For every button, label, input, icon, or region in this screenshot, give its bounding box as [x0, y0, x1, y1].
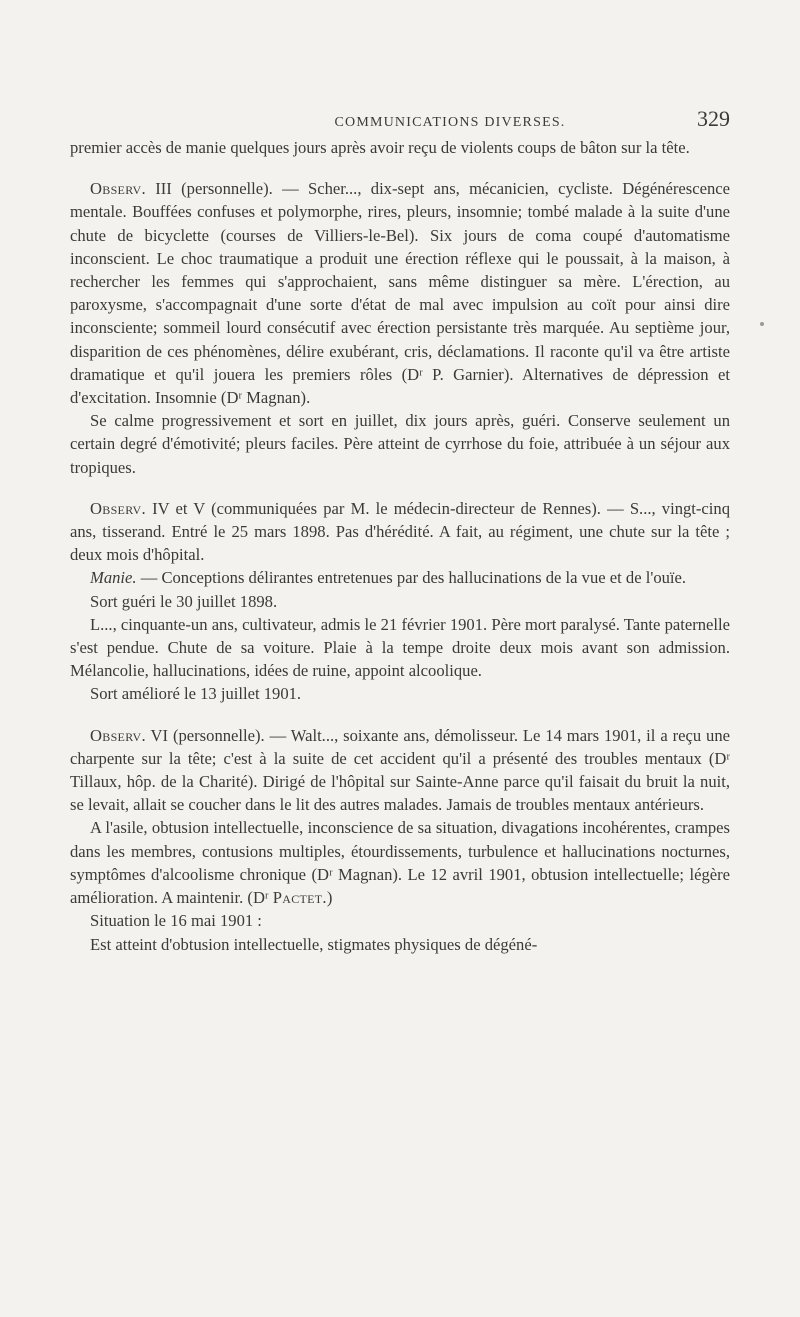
paragraph-text: VI (personnelle). — Walt..., soixante ans, démolisseur. Le 14 mars 1901, il a reçu une charpente sur la tête; c'est à la suite de cet accident qu'il a présenté des troubles mentaux (Dʳ Tillaux, hôp. de la Charité). Dirigé de l'hôpital sur Sainte-Anne parce qu'il faisait du bruit la nuit, se levait, allait se coucher dans le lit des autres malades. Jamais de troubles mentaux antérieurs.	[70, 725, 730, 815]
paragraph-outcome-3	[70, 409, 730, 479]
paragraph-text: L..., cinquante-un ans, cultivateur, admis le 21 février 1901. Père mort paralysé. Tante paternelle s'est pendue. Chute de sa voiture. Plaie à la tempe droite deux mois avant son admission. Mélancolie, hallucinations, idées de ruine, appoint alcoolique.	[70, 614, 730, 681]
paragraph-text: Sort guéri le 30 juillet 1898.	[90, 591, 278, 611]
print-speck	[760, 322, 764, 326]
paragraph-text: IV et V (communiquées par M. le médecin-directeur de Rennes). — S..., vingt-cinq ans, tisserand. Entré le 25 mars 1898. Pas d'hérédité. A fait, au régiment, une chute sur la tête ; deux mois d'hôpital.	[70, 498, 730, 565]
paragraph-text: Situation le 16 mai 1901 :	[90, 911, 262, 931]
page-number: 329	[697, 106, 730, 131]
paragraph-observation-3	[70, 177, 730, 409]
paragraph-asylum	[70, 816, 730, 909]
paragraph-outcome-4	[70, 590, 730, 613]
paragraph-text: — Conceptions délirantes entretenues par des hallucinations de la vue et de l'ouïe.	[136, 568, 687, 588]
observation-label: Observ.	[90, 725, 146, 745]
page-header	[70, 106, 730, 136]
paragraph-outcome-5	[70, 682, 730, 705]
paragraph-text: Sort amélioré le 13 juillet 1901.	[90, 684, 302, 704]
paragraph-text: A l'asile, obtusion intellectuelle, inconscience de sa situation, divagations incohérentes, crampes dans les membres, contusions multiples, étourdissements, turbulence et hallucinations nocturnes, symptômes d'alcoolisme chronique (Dʳ Magnan). Le 12 avril 1901, obtusion intellectuelle; légère amélioration. A maintenir. (Dʳ	[70, 818, 730, 908]
running-head: COMMUNICATIONS DIVERSES.	[334, 115, 566, 130]
diagnosis-label: Manie.	[90, 568, 137, 588]
observation-label: Observ.	[90, 498, 146, 518]
paragraph-text: premier accès de manie quelques jours après avoir reçu de violents coups de bâton sur la tête.	[70, 138, 690, 157]
paragraph-continuation	[70, 136, 730, 159]
paragraph-situation	[70, 909, 730, 932]
paragraph-text: Se calme progressivement et sort en juillet, dix jours après, guéri. Conserve seulement un certain degré d'émotivité; pleurs faciles. Père atteint de cyrrhose du foie, attribuée à un séjour aux tropiques.	[70, 411, 730, 477]
paragraph-text: Est atteint d'obtusion intellectuelle, stigmates physiques de dégéné-	[90, 934, 538, 954]
page-body	[70, 136, 730, 956]
observation-label: Observ.	[90, 179, 146, 199]
signature: Pactet.	[272, 888, 327, 908]
paragraph-observation-4-5	[70, 497, 730, 567]
paragraph-case-l	[70, 613, 730, 683]
signature-close: )	[326, 888, 333, 908]
paragraph-final	[70, 933, 730, 956]
paragraph-manie	[70, 566, 730, 589]
paragraph-observation-6	[70, 724, 730, 817]
paragraph-text: III (personnelle). — Scher..., dix-sept ans, mécanicien, cycliste. Dégénérescence mentale. Bouffées confuses et polymorphe, rires, pleurs, insomnie; tombé malade à la suite d'une chute de bicyclette (courses de Villiers-le-Bel). Six jours de coma coupé d'automatisme inconscient. Le choc traumatique a produit une érection réflexe qui le poussait, à la maison, à rechercher les femmes qui s'approchaient, sans même distinguer sa mère. L'érection, au paroxysme, s'accompagnait d'une sorte d'état de mal avec impulsion au coït pour ainsi dire inconsciente; sommeil lourd consécutif avec érection persistante très marquée. Au septième jour, disparition de ces phénomènes, délire exubérant, cris, déclamations. Il raconte qu'il va être artiste dramatique et qu'il jouera les premiers rôles (Dʳ P. Garnier). Alternatives de dépression et d'excitation. Insomnie (Dʳ Magnan).	[70, 179, 730, 408]
